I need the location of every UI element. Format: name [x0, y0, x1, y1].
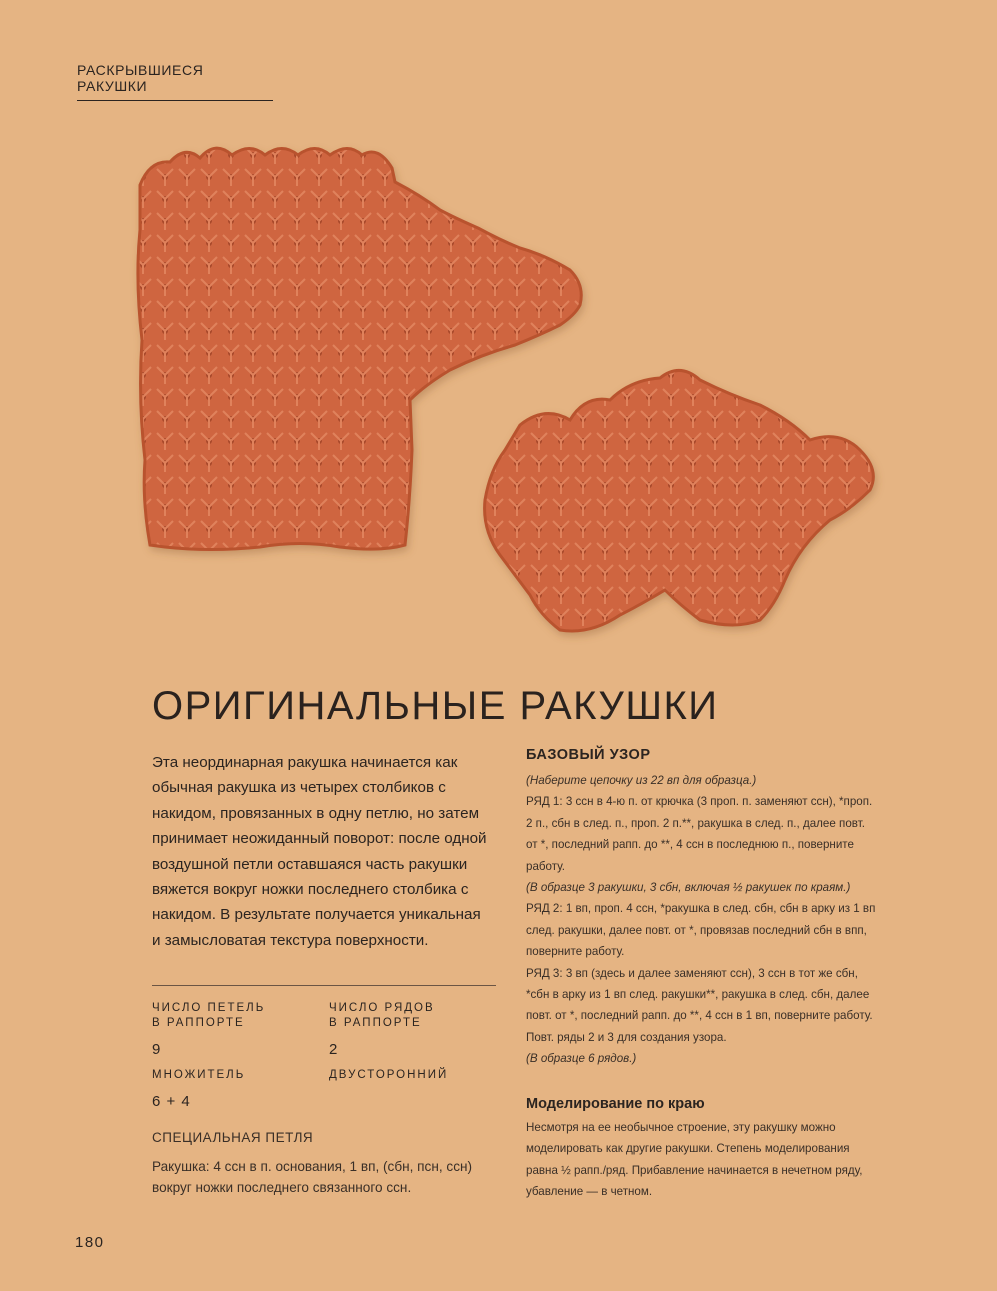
stat-rows-label — [329, 1001, 499, 1031]
special-stitch-title: СПЕЦИАЛЬНАЯ ПЕТЛЯ — [152, 1130, 314, 1145]
stat-stitches-value: 9 — [152, 1041, 161, 1058]
stat-rows-value: 2 — [329, 1041, 338, 1058]
base-pattern-title: БАЗОВЫЙ УЗОР — [526, 747, 651, 763]
stat-rows-label-line1: ЧИСЛО РЯДОВ — [329, 1002, 435, 1014]
stat-stitches-label — [152, 1001, 322, 1031]
intro-paragraph: Эта неординарная ракушка начинается как обычная ракушка из четырех столбиков с накидом, провязанных в одну петлю, но затем принимает неожиданный поворот: после одной воздушной петли оставшаяся часть ракушки вяжется вокруг ножки последнего столбика с накидом. В результате получается уникальная и замысловатая текстура поверхности. — [152, 754, 487, 949]
pattern-row-2: РЯД 2: 1 вп, проп. 4 ссн, *ракушка в след. сбн, сбн в арку из 1 вп след. ракушки, далее повт. от *, провязав последний сбн в впп, поверните работу. — [526, 902, 876, 959]
pattern-note-chain: (Наберите цепочку из 22 вп для образца.) — [526, 774, 757, 787]
page-title: ОРИГИНАЛЬНЫЕ РАКУШКИ — [152, 684, 719, 728]
pattern-repeat: Повт. ряды 2 и 3 для создания узора. — [526, 1030, 727, 1044]
pattern-note-rows: (В образце 6 рядов.) — [526, 1052, 637, 1066]
stat-stitches-label-line2: В РАППОРТЕ — [152, 1017, 245, 1029]
stat-reversible-label: ДВУСТОРОННИЙ — [329, 1069, 449, 1081]
pattern-row-1: РЯД 1: 3 ссн в 4-ю п. от крючка (3 проп. п. заменяют ссн), *проп. 2 п., сбн в след. п., проп. 2 п.**, ракушка в след. п., далее повт. от *, последний рапп. до **, 4 ссн в последнюю п., поверните работу. — [526, 795, 873, 873]
crochet-swatch-small — [485, 370, 874, 631]
base-pattern-instructions — [526, 770, 876, 1070]
stat-multiplier-label: МНОЖИТЕЛЬ — [152, 1069, 246, 1081]
stat-stitches-label-line1: ЧИСЛО ПЕТЕЛЬ — [152, 1002, 266, 1014]
pattern-note-sample: (В образце 3 ракушки, 3 сбн, включая ½ ракушек по краям.) — [526, 881, 851, 895]
stat-rows-label-line2: В РАППОРТЕ — [329, 1017, 422, 1029]
crochet-swatches-photo — [0, 100, 997, 660]
special-stitch-text: Ракушка: 4 ссн в п. основания, 1 вп, (сбн, псн, ссн) вокруг ножки последнего связанного ссн. — [152, 1159, 473, 1195]
stat-multiplier-value: 6 + 4 — [152, 1093, 191, 1110]
divider — [152, 985, 496, 986]
pattern-row-3: РЯД 3: 3 вп (здесь и далее заменяют ссн), 3 ссн в тот же сбн, *сбн в арку из 1 вп след. ракушки**, ракушка в след. сбн, далее повт. от *, последний рапп. до **, 4 ссн в 1 вп, поверните работу. — [526, 966, 873, 1023]
section-header: РАСКРЫВШИЕСЯ РАКУШКИ — [77, 62, 273, 101]
edge-shaping-title: Моделирование по краю — [526, 1096, 705, 1112]
page-number: 180 — [75, 1234, 105, 1251]
edge-shaping-text: Несмотря на ее необычное строение, эту ракушку можно моделировать как другие ракушки. Степень моделирования равна ½ рапп./ряд. Прибавление начинается в нечетном ряду, убавление — в четном. — [526, 1121, 863, 1199]
